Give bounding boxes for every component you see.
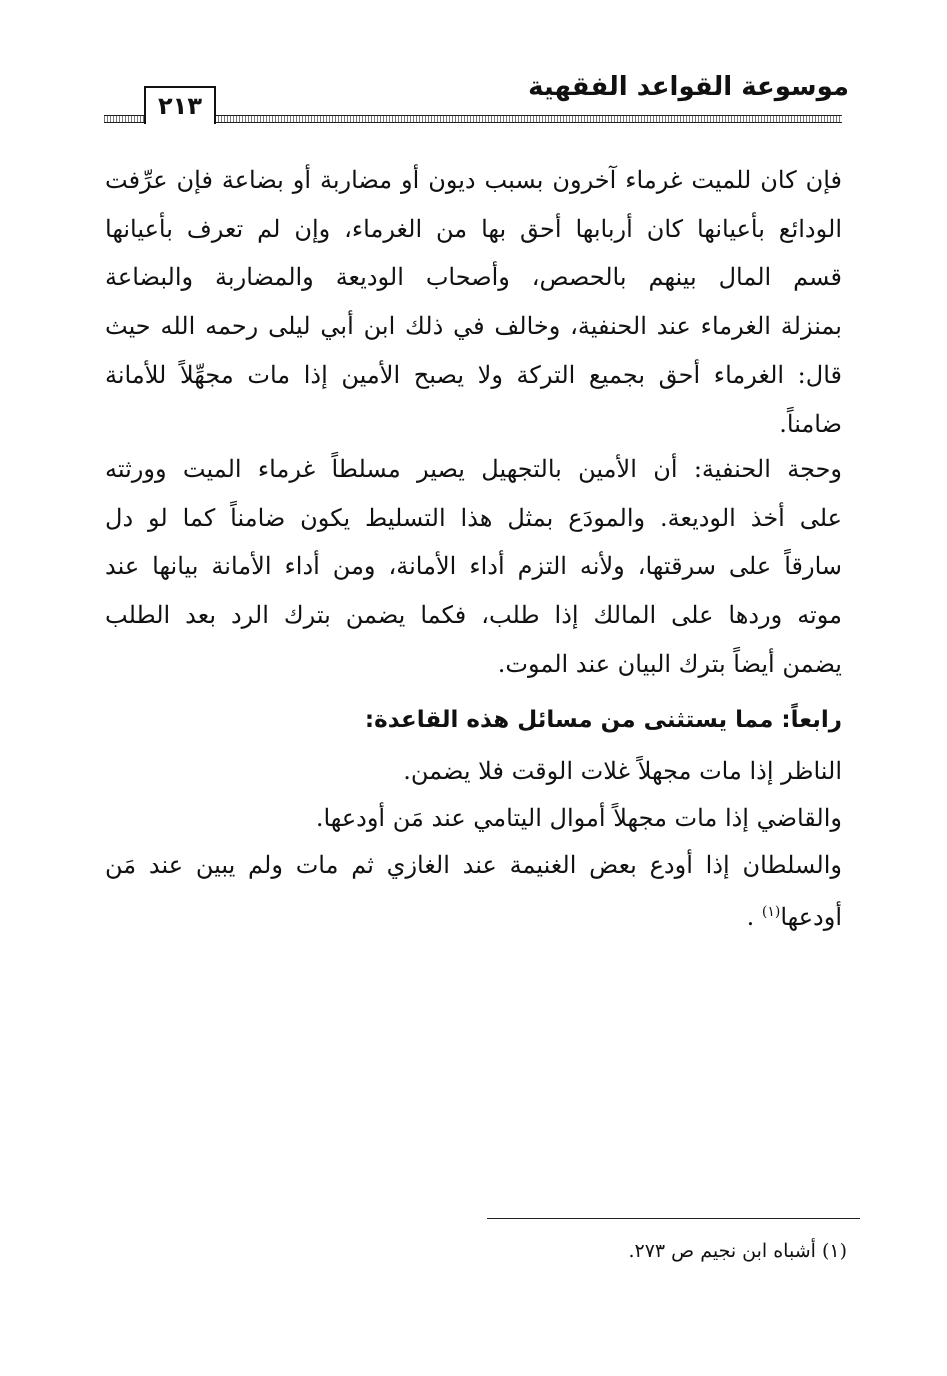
- text-line: وحجة الحنفية: أن الأمين بالتجهيل يصير مسلطاً غرماء الميت وورثته: [105, 455, 842, 483]
- text-line: على أخذ الوديعة. والمودَع بمثل هذا التسليط يكون ضامناً كما لو دل: [105, 503, 842, 532]
- exception-item: والسلطان إذا أودع بعض الغنيمة عند الغازي ثم مات ولم يبين عند مَن: [105, 851, 842, 879]
- exception-item: والقاضي إذا مات مجهلاً أموال اليتامي عند مَن أودعها.: [315, 804, 842, 832]
- text-line: فإن كان للميت غرماء آخرون بسبب ديون أو مضاربة أو بضاعة فإن عرِّفت: [105, 166, 842, 194]
- text-line: سارقاً على سرقتها، ولأنه التزم أداء الأمانة، ومن أداء الأمانة بيانها عند: [105, 552, 842, 581]
- running-header-title: موسوعة القواعد الفقهية: [528, 72, 849, 102]
- text-line: قال: الغرماء أحق بجميع التركة ولا يصبح الأمين إذا مات مجهِّلاً للأمانة: [105, 360, 842, 389]
- page-number: ٢١٣: [144, 86, 216, 124]
- section-heading: رابعاً: مما يستثنى من مسائل هذه القاعدة:: [364, 707, 842, 733]
- text-line: الودائع بأعيانها كان أربابها أحق بها من الغرماء، وإن لم تعرف بأعيانها: [105, 214, 842, 243]
- exceptions-list: [105, 748, 842, 941]
- exception-last-end: .: [746, 903, 755, 931]
- text-line: ضامناً.: [779, 409, 842, 438]
- footnote-1: (١) أشباه ابن نجيم ص ٢٧٣.: [628, 1240, 847, 1262]
- paragraph-1: [105, 156, 842, 448]
- text-line: موته وردها على المالك إذا طلب، فكما يضمن بترك الرد بعد الطلب: [105, 601, 842, 630]
- exception-last-text: أودعها: [780, 903, 842, 931]
- text-line: قسم المال بينهم بالحصص، وأصحاب الوديعة والمضاربة والبضاعة: [105, 263, 842, 292]
- footnote-separator: [487, 1218, 860, 1219]
- text-line: يضمن أيضاً بترك البيان عند الموت.: [497, 649, 842, 678]
- text-line: بمنزلة الغرماء عند الحنفية، وخالف في ذلك ابن أبي ليلى رحمه الله حيث: [105, 312, 842, 341]
- paragraph-2: [105, 445, 842, 689]
- exception-item: الناظر إذا مات مجهلاً غلات الوقت فلا يضمن.: [403, 757, 842, 785]
- footnote-reference[interactable]: (١): [761, 904, 781, 920]
- exception-item-continued: [105, 889, 842, 941]
